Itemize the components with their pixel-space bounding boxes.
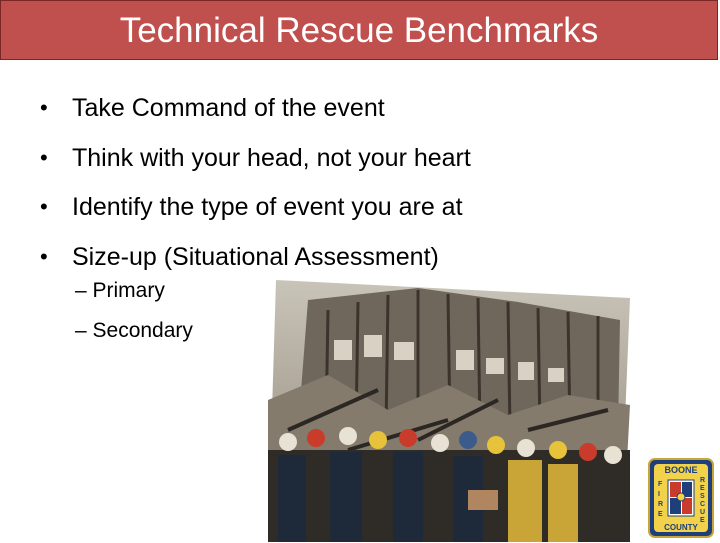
svg-text:E: E xyxy=(700,517,705,524)
logo-top-text: BOONE xyxy=(664,465,698,475)
sub-bullet-item: – Primary xyxy=(75,279,165,302)
bullet-dot-icon: • xyxy=(40,194,48,219)
slide-title: Technical Rescue Benchmarks xyxy=(119,11,599,50)
bullet-dot-icon: • xyxy=(40,243,48,269)
bullet-dot-icon: • xyxy=(40,95,48,120)
boone-county-fire-rescue-logo xyxy=(648,458,714,538)
svg-text:S: S xyxy=(700,493,705,500)
sub-bullet-list xyxy=(75,274,193,354)
svg-text:U: U xyxy=(700,509,706,516)
svg-text:E: E xyxy=(700,485,705,492)
sub-bullet-item: – Secondary xyxy=(75,319,193,342)
svg-text:C: C xyxy=(700,501,706,508)
svg-text:I: I xyxy=(658,491,660,498)
collapsed-building-rescue-photo xyxy=(268,280,634,542)
svg-text:E: E xyxy=(658,511,663,518)
svg-text:R: R xyxy=(658,501,664,508)
svg-text:R: R xyxy=(700,477,706,484)
logo-bottom-text: COUNTY xyxy=(664,523,698,532)
svg-text:F: F xyxy=(658,481,663,488)
bullet-dot-icon: • xyxy=(40,144,48,170)
